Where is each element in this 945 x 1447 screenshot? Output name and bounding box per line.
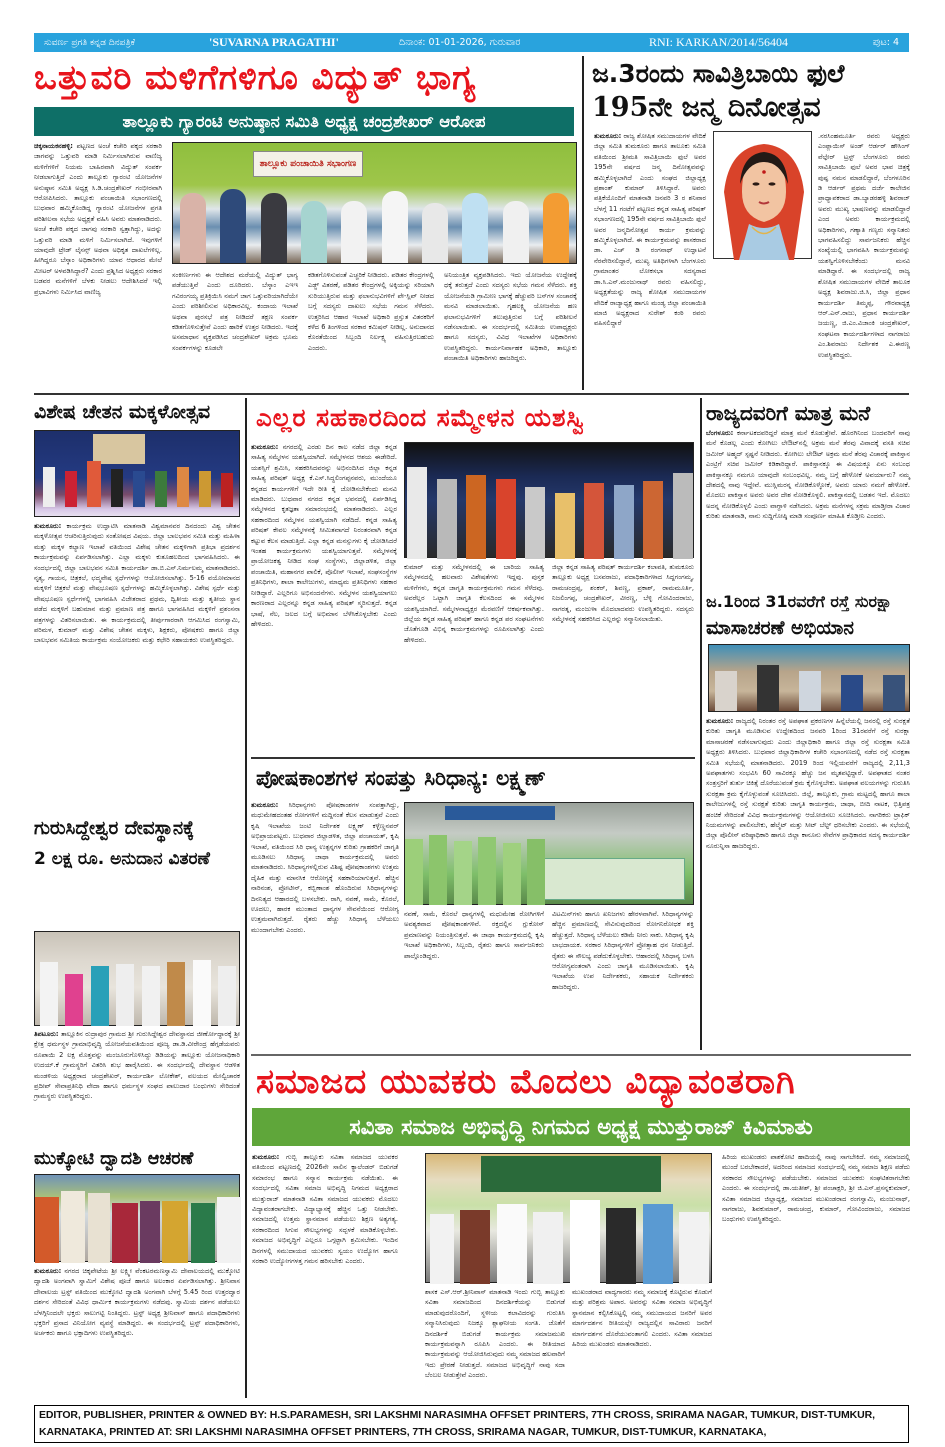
dateline: ಚಿಕ್ಕನಾಯಕನಹಳ್ಳಿ: [34,142,73,150]
photo-officials [715,655,905,711]
paper-name-kannada: ಸುವರ್ಣ ಪ್ರಗತಿ ಕನ್ನಡ ದಿನಪತ್ರಿಕೆ [44,37,135,48]
rni-number: RNI: KARKAN/2014/56404 [649,35,789,49]
headline-savitribai-line2: 195ನೇ ಜನ್ಮ ದಿನೋತ್ಸವ [592,92,821,123]
dateline: ತುಮಕೂರು: [34,1267,62,1275]
article-siridhanya-col3: ವಿಟಮಿನ್‌ಗಳು ಹಾಗೂ ಖನಿಜಗಳು ಹೇರಳವಾಗಿವೆ. ಸಿರಿಧಾನ್ಯಗಳನ್ನು ಹೆಚ್ಚಿನ ಪ್ರಮಾಣದಲ್ಲಿ ಸೇವಿಸುವುದರಿಂದ ರೋಗನಿರೋಧಕ ಶಕ್ತಿ ಹೆಚ್ಚುತ್ತದೆ. ಸಿರಿಧಾನ್ಯ ಬೆಳೆಯಲು ಕಡಿಮೆ ನೀರು ಸಾಕು. ಸಿರಿಧಾನ್ಯ ಕೃಷಿ ಲಾಭದಾಯಕ. ಸರಕಾರ ಸಿರಿಧಾನ್ಯಗಳಿಗೆ ಪ್ರೋತ್ಸಾಹ ಧನ ನೀಡುತ್ತಿದೆ. ರೈತರು ಈ ಸೌಲಭ್ಯ ಪಡೆದುಕೊಳ್ಳಬೇಕು. ಆಹಾರದಲ್ಲಿ ಸಿರಿಧಾನ್ಯ ಬಳಸಿ ಆರೋಗ್ಯವಂತರಾಗಿ ಎಂದು ಜಾಗೃತಿ ಮೂಡಿಸಲಾಯಿತು. ಕೃಷಿ ಇಲಾಖೆಯ ಉಪ ನಿರ್ದೇಶಕರು, ಸಹಾಯಕ ನಿರ್ದೇಶಕರು ಹಾಜರಿದ್ದರು. [552,910,694,991]
article-rajya: ಬೆಂಗಳೂರು: ಕರ್ನಾಟಕದವರಿದ್ದರೆ ಮಾತ್ರ ಮನೆ ಕೊಡುತ್ತೇವೆ. ಹೊರಗಿನಿಂದ ಬಂದವರಿಗೆ ನಾವು ಮನೆ ಕೊಡಲ್ಲ ಎಂದು ಕೋಗಿಲು ಲೇಔಟ್‌ನಲ್ಲಿ ಅಕ್ರಮ ಮನೆ ತೆರವು ವಿವಾದಕ್ಕೆ ವಸತಿ ಸಚಿವ ಜಮೀರ್ ಅಹ್ಮದ್ ಸ್ಪಷ್ಟನೆ ನೀಡಿದರು. ಕೋಗಿಲು ಲೇಔಟ್ ಅಕ್ರಮ ಮನೆ ತೆರವು ವಿಚಾರಕ್ಕೆ ಪಾಕಿಸ್ತಾನ ಎಂಟ್ರಿಗೆ ಸಚಿವ ಜಮೀರ್ ಕಿಡಿಕಾರಿದ್ದಾರೆ. ಪಾಕಿಸ್ತಾನಕ್ಕೂ ಈ ವಿಷಯಕ್ಕೂ ಏನು ಸಂಬಂಧ ಪಾಕಿಸ್ತಾನಕ್ಕೂ ನಮಗೂ ಯಾವುದೇ ಸಂಬಂಧವಿಲ್ಲ. ನಮ್ಮ ಬಗ್ಗೆ ಹೇಳೋಕೆ ಅವರ್ಯಾರು? ನಮ್ಮ ದೇಶದಲ್ಲಿ ನಾವು ಇದ್ದೇವೆ. ಮುಸ್ಲಿಮರನ್ನ ನೋಡಿಕೊಳ್ಳೋಕೆ, ಅವರು ಯಾರು ನಮಗೆ ಹೇಳೋಕೆ. ಮೊದಲು ಪಾಕಿಸ್ತಾನ ಅವರು ಅವರ ದೇಶ ನೋಡಿಕೊಳ್ಳಲಿ. ಪಾಕಿಸ್ತಾನದಲ್ಲಿ ಬಡತನ ಇದೆ. ಮೊದಲು ಅದನ್ನ ನೋಡಿಕೊಳ್ಳಲಿ ಎಂದು ವಾಗ್ದಾಳಿ ನಡೆಸಿದರು. ಅಕ್ರಮ ಮನೆಗಳನ್ನ ಸಕ್ರಮ ಮಾಡ್ತೀರಾ ವಿಚಾರ ಕುರಿತು ಮಾತನಾಡಿ, ನಾನು ಸುದ್ದಿಗೋಷ್ಠಿ ಮಾಡಿ ಸಂಪೂರ್ಣ ಮಾಹಿತಿ ಕೊಡ್ತೀನಿ ಎಂದರು. [706,429,910,521]
headline-savitribai-line1: ಜ.3ರಂದು ಸಾವಿತ್ರಿಬಾಯಿ ಫುಲೆ [592,59,845,88]
photo-grant-handover [34,931,240,1026]
article-savitha-col3: ಮುಖಂಡರಾದ ವಾದ್ಯಗಾರರು ನಮ್ಮ ಸಮಾಜಕ್ಕೆ ಕೊಟ್ಟಿರುವ ಕೊಡುಗೆ ಮತ್ತು ಪರಿಶ್ರಮ ಅಪಾರ. ಅವರನ್ನು ಸವಿತಾ ಸಮಾಜ ಅಭಿವೃದ್ಧಿಗೆ ಸ್ಥಾನಮಾನ ಕಲ್ಪಿಸಿಕೊಟ್ಟಲ್ಲಿ ನಮ್ಮ ಸಮುದಾಯದ ಜನರಿಗೆ ಅವರ ಮಾರ್ಗದರ್ಶನ ರೀತಿಯಲ್ಲೇ ರಾಜ್ಯದಲ್ಲಿನ ಸಾವಿರಾರು ಜನರಿಗೆ ಮಾರ್ಗದರ್ಶನ ದೊರೆಯುವಂತಾಗಲಿ ಎಂದರು. ಸವಿತಾ ಸಮಾಜದ ಹಿರಿಯ ಮುಖಂಡರು ಮಾತನಾಡಿದರು. [572,1288,712,1349]
article-chetana: ತುಮಕೂರು: ಕಾರ್ಯಕ್ರಮ ಉದ್ಘಾಟಿಸಿ ಮಾತನಾಡಿ ವಿಶ್ವಮಾನವರ ದಿನದಂದು ವಿಶ್ವ ಚೇತನ ಮಕ್ಕಳೋತ್ಸವ ಆಚರಿಸುತ್ತಿರುವುದು ಸಂತೋಷದ ವಿಷಯ. ಜಿಲ್ಲಾ ಬಾಲಭವನ ಸಮಿತಿ ಮತ್ತು ಮಹಿಳಾ ಮತ್ತು ಮಕ್ಕಳ ಕಲ್ಯಾಣ ಇಲಾಖೆ ವತಿಯಿಂದ ವಿಶೇಷ ಚೇತನ ಮಕ್ಕಳಿಗಾಗಿ ಪ್ರತಿಭಾ ಪ್ರದರ್ಶನ ಕಾರ್ಯಕ್ರಮವನ್ನು ಏರ್ಪಡಿಸಲಾಗಿತ್ತು. ಎಲ್ಲಾ ಮಕ್ಕಳು ಕುತೂಹಲದಿಂದ ಭಾಗವಹಿಸಿದರು. ಈ ಸಂದರ್ಭದಲ್ಲಿ ಜಿಲ್ಲಾ ಬಾಲಭವನ ಸಮಿತಿ ಕಾರ್ಯದರ್ಶಿ ಡಾ.ಬಿ.ಎಸ್.ನಿರ್ಮಲಮ್ಮ ಮಾತನಾಡಿದರು. ನೃತ್ಯ, ಗಾಯನ, ಚಿತ್ರಕಲೆ, ಛದ್ಮವೇಷ ಸ್ಪರ್ಧೆಗಳನ್ನು ಆಯೋಜಿಸಲಾಗಿತ್ತು. 5-16 ವಯೋಮಾನದ ಮಕ್ಕಳಿಗೆ ಚಿತ್ರಕಲೆ ಮತ್ತು ವೇಷಭೂಷಣ ಸ್ಪರ್ಧೆಗಳನ್ನು ಹಮ್ಮಿಕೊಳ್ಳಲಾಗಿತ್ತು. ವಿಶೇಷ ಸ್ಪರ್ಧೆ ಮತ್ತು ವೇಷಭೂಷಣ ಸ್ಪರ್ಧೆಗಳಲ್ಲಿ ಭಾಗವಹಿಸಿ ವಿಜೇತರಾದ ಪ್ರಥಮ, ದ್ವಿತೀಯ ಮತ್ತು ತೃತೀಯ ಸ್ಥಾನ ಪಡೆದ ಮಕ್ಕಳಿಗೆ ಬಹುಮಾನ ಮತ್ತು ಪ್ರಮಾಣ ಪತ್ರ ಹಾಗೂ ಭಾಗವಹಿಸಿದ ಮಕ್ಕಳಿಗೆ ಪ್ರಶಂಸನಾ ಪತ್ರಗಳನ್ನು ವಿತರಿಸಲಾಯಿತು. ಈ ಕಾರ್ಯಕ್ರಮದಲ್ಲಿ ತೀರ್ಪುಗಾರರಾಗಿ ಆಗಮಿಸಿದ ರಂಗಸ್ವಾಮಿ, ಪರಿಮಳ, ಕುಮಾರ್ ಮತ್ತು ವಿಶೇಷ ಚೇತನ ಮಕ್ಕಳು, ಶಿಕ್ಷಕರು, ಪೋಷಕರು ಹಾಗೂ ಜಿಲ್ಲಾ ಬಾಲಭವನ ಸಮಿತಿಯ ಕಾರ್ಯಕ್ರಮ ಸಂಯೋಜಕರು ಮತ್ತು ಕಛೇರಿ ಸಹಾಯಕರು ಉಪಸ್ಥಿತರಿದ್ದರು. [34,522,240,645]
issue-date: ದಿನಾಂಕ: 01-01-2026, ಗುರುವಾರ [399,37,521,48]
article-electricity-col2: ಸಂಕೀರ್ಣಗಳು ಈ ಆದೇಶದ ಮರೆಯಲ್ಲಿ ವಿದ್ಯುತ್ ಭಾಗ್ಯ ಪಡೆಯುತ್ತಿವೆ ಎಂದು ದೂರಿದರು. ಬೆಸ್ಕಾಂ ಎಇಇ ಗವಿರಂಗಯ್ಯ ಪ್ರತಿಕ್ರಿಯಿಸಿ ನಮಗೆ ಜಾಗ ಒತ್ತುವರಿಯಾಗಿದೆಯೇ ಎಂದು ಪರಿಶೀಲಿಸುವ ಅಧಿಕಾರವಿಲ್ಲ. ಕಂದಾಯ ಇಲಾಖೆ ಅಥವಾ ಪುರಸಭೆ ಪತ್ರ ನೀಡಿದರೆ ತಕ್ಷಣ ಸಂಪರ್ಕ ಕಡಿತಗೊಳಿಸುತ್ತೇವೆ ಎಂದು ಹಾರಿಕೆ ಉತ್ತರ ನೀಡಿದರು. ಇದಕ್ಕೆ ಅಸಮಾಧಾನ ವ್ಯಕ್ತಪಡಿಸಿದ ಚಂದ್ರಶೇಖರ್ ಅಕ್ರಮ ಭೂಮ ಸಂಪರ್ಕಗಳನ್ನು ಕೂಡಲೇ [172,271,298,352]
article-sammelana-col2: ಕುಮಾರ್ ಮತ್ತು ಸಮ್ಮೇಳನದಲ್ಲಿ ಈ ಬಾರಿಯ ಸಾಹಿತ್ಯ ಸಮ್ಮೇಳನದಲ್ಲಿ ಹಲವಾರು ವಿಶೇಷತೆಗಳು ಇದ್ದವು. ಪುಸ್ತಕ ಮಳಿಗೆಗಳು, ಕನ್ನಡ ಜಾಗೃತಿ ಕಾರ್ಯಕ್ರಮಗಳು ಗಮನ ಸೆಳೆದವು. ಅವರೆಲ್ಲರ ಒಟ್ಟಾಗಿ ಜಾಗೃತಿ ಕೆಲಸದಿಂದ ಈ ಸಮ್ಮೇಳನ ಯಶಸ್ವಿಯಾಗಿದೆ. ಸಮ್ಮೇಳನಾಧ್ಯಕ್ಷರ ಮೆರವಣಿಗೆ ಆಕರ್ಷಕವಾಗಿತ್ತು. ಜಿಲ್ಲೆಯ ಕನ್ನಡ ಸಾಹಿತ್ಯ ಪರಿಷತ್ ಹಾಗೂ ಕನ್ನಡ ಪರ ಸಂಘಟನೆಗಳು ಜೊತೆಗೂಡಿ ವಿಭಿನ್ನ ಕಾರ್ಯಕ್ರಮಗಳನ್ನು ರೂಪಿಸಲಾಗಿತ್ತು ಎಂದು ಹೇಳಿದರು. [404,563,544,644]
portrait-savitribai [713,131,812,259]
portrait-illustration [714,132,813,260]
article-sammelana-col3: ಜಿಲ್ಲಾ ಕನ್ನಡ ಸಾಹಿತ್ಯ ಪರಿಷತ್ ಕಾರ್ಯದರ್ಶಿ ಕಲಾವತಿ, ತುಮಕೂರು ತಾಲ್ಲೂಕು ಅಧ್ಯಕ್ಷ ಬಸವರಾಜು, ಪದಾಧಿಕಾರಿಗಳಾದ ಸಿದ್ದಗಂಗಮ್ಮ, ರಾಮಚಂದ್ರಪ್ಪ, ಶಂಕರ್, ಶಿವಣ್ಣ, ಪ್ರಕಾಶ್, ರಾಮಮೂರ್ತಿ, ನಿಜಲಿಂಗಪ್ಪ, ಚಂದ್ರಶೇಖರ್, ವೀರಣ್ಣ, ಬೆಳ್ಳಿ ಗೋವಿಂದರಾಜು, ನಾಗರತ್ನ, ಮಂಜುಳಾ ಮೊದಲಾದವರು ಉಪಸ್ಥಿತರಿದ್ದರು. ಸದಸ್ಯರು ಸಮ್ಮೇಳನಕ್ಕೆ ಸಹಕರಿಸಿದ ಎಲ್ಲರನ್ನು ಸನ್ಮಾನಿಸಲಾಯಿತು. [552,563,694,624]
dateline: ಬೆಂಗಳೂರು: [706,429,734,437]
article-sammelana-col1: ತುಮಕೂರು: ನಗರದಲ್ಲಿ ಎರಡು ದಿನ ಕಾಲ ನಡೆದ ಜಿಲ್ಲಾ ಕನ್ನಡ ಸಾಹಿತ್ಯ ಸಮ್ಮೇಳನ ಯಶಸ್ವಿಯಾಗಿದೆ. ಸಮ್ಮೇಳನದ ಆಶಯ ಈಡೇರಿದೆ. ಯಶಸ್ಸಿಗೆ ಶ್ರಮಿಸಿ, ಸಹಕರಿಸಿದವರನ್ನು ಅಭಿನಂದಿಸಿದ ಜಿಲ್ಲಾ ಕನ್ನಡ ಸಾಹಿತ್ಯ ಪರಿಷತ್ ಅಧ್ಯಕ್ಷ ಕೆ.ಎಸ್.ಸಿದ್ಧಲಿಂಗಪ್ಪನವರು, ಮುಂದೆಯೂ ಕನ್ನಡದ ಕಾರ್ಯಗಳಿಗೆ ಇದೇ ರೀತಿ ಕೈ ಜೋಡಿಸಬೇಕೆಂದು ಮನವಿ ಮಾಡಿದರು. ಬುಧವಾರ ನಗರದ ಕನ್ನಡ ಭವನದಲ್ಲಿ ಏರ್ಪಡಿಸಿದ್ದ ಸಮ್ಮೇಳನದ ಕೃತಜ್ಞತಾ ಸಮಾರಂಭದಲ್ಲಿ ಮಾತನಾಡಿದರು. ಎಲ್ಲರ ಸಹಕಾರದಿಂದ ಸಮ್ಮೇಳನ ಯಶಸ್ವಿಯಾಗಿ ನಡೆದಿದೆ. ಕನ್ನಡ ಸಾಹಿತ್ಯ ಪರಿಷತ್ ಕೇವಲ ಸಮ್ಮೇಳನಕ್ಕೆ ಸೀಮಿತವಾಗದೆ ನಿರಂತರವಾಗಿ ಕನ್ನಡ ಕಟ್ಟುವ ಕೆಲಸ ಮಾಡುತ್ತಿದೆ. ಎಲ್ಲಾ ಕನ್ನಡ ಮನಸ್ಸುಗಳು ಕೈ ಜೋಡಿಸಿದರೆ ಇಂತಹ ಕಾರ್ಯಕ್ರಮಗಳು ಯಶಸ್ವಿಯಾಗುತ್ತವೆ. ಸಮ್ಮೇಳನಕ್ಕೆ ಪ್ರಾಯೋಜಕತ್ವ ನೀಡಿದ ಸಂಘ ಸಂಸ್ಥೆಗಳು, ಜಿಲ್ಲಾಡಳಿತ, ಜಿಲ್ಲಾ ಪಂಚಾಯಿತಿ, ಮಹಾನಗರ ಪಾಲಿಕೆ, ಪೊಲೀಸ್ ಇಲಾಖೆ, ಸಂಘಸಂಸ್ಥೆಗಳ ಪ್ರತಿನಿಧಿಗಳು, ಶಾಲಾ ಕಾಲೇಜುಗಳು, ಮಾಧ್ಯಮ ಪ್ರತಿನಿಧಿಗಳು ಸಹಕಾರ ನೀಡಿದ್ದಾರೆ. ಎಲ್ಲರಿಗೂ ಅಭಿನಂದನೆಗಳು. ಸಮ್ಮೇಳನ ಯಶಸ್ವಿಯಾಗಲು ಕಾರಣರಾದ ಎಲ್ಲರನ್ನೂ ಕನ್ನಡ ಸಾಹಿತ್ಯ ಪರಿಷತ್ ಸ್ಮರಿಸುತ್ತದೆ. ಕನ್ನಡ ಭಾಷೆ, ನೆಲ, ಜಲದ ಬಗ್ಗೆ ಅಭಿಮಾನ ಬೆಳೆಸಿಕೊಳ್ಳಬೇಕು ಎಂದು ಹೇಳಿದರು. [251,443,397,628]
column-divider [700,398,702,1050]
dateline: ತುಮಕೂರು: [251,801,279,809]
photo-taluk-meeting [172,142,577,264]
paper-name-english: 'SUVARNA PRAGATHI' [209,35,339,49]
photo-road-safety-meeting [708,644,910,712]
section-divider [251,757,695,759]
photo-banner [445,806,555,820]
article-savitribai-col1: ತುಮಕೂರು: ರಾಜ್ಯ ಶೋಷಿತ ಸಮುದಾಯಗಳ ವೇದಿಕೆ ಜಿಲ್ಲಾ ಸಮಿತಿ ತುಮಕೂರು ಹಾಗೂ ತಾಲೂಕು ಸಮಿತಿ ವತಿಯಿಂದ ಶ್ರೀಮತಿ ಸಾವಿತ್ರಿಬಾಯಿ ಫುಲೆ ಅವರ 195ನೇ ವರ್ಷದ ಜನ್ಮ ದಿನೋತ್ಸವವನ್ನು ಹಮ್ಮಿಕೊಳ್ಳಲಾಗಿದೆ ಎಂದು ಸಂಘದ ಜಿಲ್ಲಾಧ್ಯಕ್ಷ ಪ್ರಶಾಂತ್ ಕುಮಾರ್ ತಿಳಿಸಿದ್ದಾರೆ. ಅವರು ಪತ್ರಿಕೆಯೊಂದಿಗೆ ಮಾತನಾಡಿ ಜನವರಿ 3 ರ ಶನಿವಾರ ಬೆಳಗ್ಗೆ 11 ಗಂಟೆಗೆ ಪಟ್ಟಣದ ಕನ್ನಡ ಸಾಹಿತ್ಯ ಪರಿಷತ್ ಸಭಾಂಗಣದಲ್ಲಿ 195ನೇ ವರ್ಷದ ಸಾವಿತ್ರಿಬಾಯಿ ಫುಲೆ ಅವರ ಜನ್ಮದಿನೋತ್ಸವ ಕಾರ್ಯ ಕ್ರಮವನ್ನು ಹಮ್ಮಿಕೊಳ್ಳಲಾಗಿದೆ. ಈ ಕಾರ್ಯಕ್ರಮವನ್ನು ಶಾಸಕರಾದ ಡಾ. ಎಚ್ ಡಿ ರಂಗನಾಥ್ ಉದ್ಘಾಟನೆ ನೆರವೇರಿಸಲಿದ್ದಾರೆ, ಮುಖ್ಯ ಅತಿಥಿಗಳಾಗಿ ಬೆಂಗಳೂರು ಗ್ರಾಮಾಂತರ ಲೋಕಸಭಾ ಸದಸ್ಯರಾದ ಡಾ.ಸಿ.ಎನ್.ಮಂಜುನಾಥ್ ರವರು ವಹಿಸಲಿದ್ದು, ಅಧ್ಯಕ್ಷತೆಯನ್ನು ರಾಜ್ಯ ಶೋಷಿತ ಸಮುದಾಯಗಳ ವೇದಿಕೆ ರಾಜ್ಯಾಧ್ಯಕ್ಷ ಹಾಗೂ ಮಂಡ್ಯ ಜಿಲ್ಲಾ ಪಂಚಾಯಿತಿ ಮಾಜಿ ಅಧ್ಯಕ್ಷರಾದ ಸುರೇಶ್ ಕಂಠಿ ರವರು ವಹಿಸಲಿದ್ದಾರೆ [594,132,706,328]
dateline: ತುಮಕೂರು: [251,443,279,451]
photo-children [43,459,233,507]
photo-dignitaries [407,461,693,559]
photo-devotees [35,1183,241,1263]
photo-calendar-release [425,1153,712,1283]
photo-leaders-with-calendars [426,1194,713,1284]
photo-chetana-event [34,430,240,517]
headline-electricity: ಒತ್ತುವರಿ ಮಳಿಗೆಗಳಿಗೂ ವಿದ್ಯುತ್ ಭಾಗ್ಯ [34,58,477,98]
photo-villagers [40,950,236,1026]
dateline: ತುಮಕೂರು: [252,1153,280,1161]
photo-jatha-banner [535,858,685,900]
photo-banner: ತಾಲ್ಲೂಕು ಪಂಚಾಯಿತಿ ಸಭಾಂಗಣ [253,151,363,177]
dateline: ತಿಪಟೂರು: [34,1030,59,1038]
headline-rajya: ರಾಜ್ಯದವರಿಗೆ ಮಾತ್ರ ಮನೆ [706,401,871,425]
headline-chetana: ವಿಶೇಷ ಚೇತನ ಮಕ್ಕಳೋತ್ಸವ [34,401,211,423]
headline-siridhanya: ಪೋಷಕಾಂಶಗಳ ಸಂಪತ್ತು ಸಿರಿಧಾನ್ಯ: ಲಕ್ಷ್ಮಣ್ [256,766,546,790]
publisher-imprint: EDITOR, PUBLISHER, PRINTER & OWNED BY: H.S.PARAMESH, SRI LAKSHMI NARASIMHA OFFSET PRINTERS, 7TH CROSS, SRIRAMA NAGAR, TUMKUR, DIST-TUMKUR, KARNATAKA, PRINTED AT: SRI LAKSHMI NARASIMHA OFFSET PRINTERS, 7TH CROSS, SRIRAMA NAGAR, TUMKUR, DIST-TUMKUR, KARNATAKA, [34,1405,909,1443]
subheadline-savitha: ಸವಿತಾ ಸಮಾಜ ಅಭಿವೃದ್ಧಿ ನಿಗಮದ ಅಧ್ಯಕ್ಷ ಮುತ್ತುರಾಜ್ ಕಿವಿಮಾತು [252,1108,910,1146]
article-mukkoti: ತುಮಕೂರು: ನಗರದ ಚಿಕ್ಕಪೇಟೆಯ ಶ್ರೀ ಲಕ್ಷ್ಮೀ ವೆಂಕಟರಮಣಸ್ವಾಮಿ ದೇವಾಲಯದಲ್ಲಿ ಮುಕ್ಕೋಟಿ ದ್ವಾದಶಿ ಅಂಗವಾಗಿ ಸ್ವಾಮಿಗೆ ವಿಶೇಷ ಪೂಜೆ ಹಾಗೂ ಅಲಂಕಾರ ಏರ್ಪಡಿಸಲಾಗಿತ್ತು. ಶ್ರೀನಿವಾಸ ದೇವಾಲಯ ಟ್ರಸ್ಟ್ ವತಿಯಿಂದ ಮುಕ್ಕೋಟಿ ದ್ವಾದಶಿ ಅಂಗವಾಗಿ ಬೆಳಗ್ಗೆ 5.45 ರಿಂದ ಉತ್ತರದ್ವಾರ ದರ್ಶನ ಸೇರಿದಂತೆ ವಿವಿಧ ಧಾರ್ಮಿಕ ಕಾರ್ಯಕ್ರಮಗಳು ನಡೆದವು. ಸ್ವಾಮಿಯ ದರ್ಶನ ಪಡೆಯಲು ಬೆಳಗ್ಗಿನಿಂದಲೇ ಭಕ್ತರು ಸಾಲುಗಟ್ಟಿ ನಿಂತಿದ್ದರು. ಟ್ರಸ್ಟ್ ಅಧ್ಯಕ್ಷ ಶ್ರೀನಿವಾಸ್ ಹಾಗೂ ಪದಾಧಿಕಾರಿಗಳು ಭಕ್ತರಿಗೆ ಪ್ರಸಾದ ವಿನಿಯೋಗ ವ್ಯವಸ್ಥೆ ಮಾಡಿದ್ದರು. ಈ ಸಂದರ್ಭದಲ್ಲಿ ಟ್ರಸ್ಟ್ ಪದಾಧಿಕಾರಿಗಳು, ಅರ್ಚಕರು ಹಾಗೂ ಭಕ್ತಾದಿಗಳು ಉಪಸ್ಥಿತರಿದ್ದರು. [34,1267,240,1338]
article-gurusiddeshwara: ತಿಪಟೂರು: ತಾಲ್ಲೂಕಿನ ರುದ್ರಾಪುರ ಗ್ರಾಮದ ಶ್ರೀ ಗುರುಸಿದ್ದೇಶ್ವರ ದೇವಸ್ಥಾನದ ಜೀರ್ಣೋದ್ಧಾರಕ್ಕೆ ಶ್ರೀ ಕ್ಷೇತ್ರ ಧರ್ಮಸ್ಥಳ ಗ್ರಾಮಾಭಿವೃದ್ಧಿ ಯೋಜನೆಯವತಿಯಿಂದ ಪೂಜ್ಯ ಡಾ.ಡಿ.ವೀರೇಂದ್ರ ಹೆಗ್ಗಡೆಯವರು ರೂಪಾಯಿ 2 ಲಕ್ಷ ಮೊತ್ತವನ್ನು ಮಂಜೂರುಗೊಳಿಸಿದ್ದು ಡಿಡಿಯನ್ನು ತಾಲ್ಲೂಕು ಯೋಜನಾಧಿಕಾರಿ ಉದಯ್.ಕೆ ಗ್ರಾಮಸ್ಥರಿಗೆ ವಿತರಿಸಿ ಶುಭ ಹಾರೈಸಿದರು. ಈ ಸಂದರ್ಭದಲ್ಲಿ ದೇವಸ್ಥಾನ ಆಡಳಿತ ಮಂಡಳಿಯ ಅಧ್ಯಕ್ಷರಾದ ಚಂದ್ರಶೇಖರ್, ಕಾರ್ಯದರ್ಶಿ ಲೋಕೇಶ್, ವಲಯದ ಮೇಲ್ವಿಚಾರಕ ಪ್ರದೀಪ್ ಸೇವಾಪ್ರತಿನಿಧಿ ವೇದಾ ಹಾಗೂ ಧರ್ಮಸ್ಥಳ ಸಂಘದ ಪಾಲುದಾರ ಬಂಧುಗಳು ಸೇರಿದಂತೆ ಗ್ರಾಮಸ್ಥರು ಉಪಸ್ಥಿತರಿದ್ದರು. [34,1030,240,1101]
headline-gurusiddeshwara-line1: ಗುರುಸಿದ್ದೇಶ್ವರ ದೇವಸ್ಥಾನಕ್ಕೆ [34,818,194,839]
article-savitha-col1: ತುಮಕೂರು: ಗುಬ್ಬಿ ತಾಲ್ಲೂಕು ಸವಿತಾ ಸಮಾಜದ ಯುವಕರ ವತಿಯಿಂದ ಪಟ್ಟಣದಲ್ಲಿ 2026ನೇ ಸಾಲಿನ ಕ್ಯಾಲೆಂಡರ್ ಬಿಡುಗಡೆ ಸಮಾರಂಭ ಹಾಗೂ ಸನ್ಮಾನ ಕಾರ್ಯಕ್ರಮ ನಡೆಯಿತು. ಈ ಸಂದರ್ಭದಲ್ಲಿ ಸವಿತಾ ಸಮಾಜ ಅಭಿವೃದ್ಧಿ ನಿಗಮದ ಅಧ್ಯಕ್ಷರಾದ ಮುತ್ತುರಾಜ್ ಮಾತನಾಡಿ ಸವಿತಾ ಸಮಾಜದ ಯುವಕರು ಮೊದಲು ವಿದ್ಯಾವಂತರಾಗಬೇಕು. ವಿದ್ಯಾಭ್ಯಾಸಕ್ಕೆ ಹೆಚ್ಚಿನ ಒತ್ತು ನೀಡಬೇಕು. ಸಮಾಜದಲ್ಲಿ ಉತ್ತಮ ಸ್ಥಾನಮಾನ ಪಡೆಯಲು ಶಿಕ್ಷಣ ಅತ್ಯಗತ್ಯ. ಸರಕಾರದಿಂದ ಸಿಗುವ ಸೌಲಭ್ಯಗಳನ್ನು ಸದ್ಬಳಕೆ ಮಾಡಿಕೊಳ್ಳಬೇಕು. ಸಮಾಜದ ಅಭಿವೃದ್ಧಿಗೆ ಎಲ್ಲರೂ ಒಗ್ಗಟ್ಟಾಗಿ ಶ್ರಮಿಸಬೇಕು. ಇಂದಿನ ದಿನಗಳಲ್ಲಿ ಸಮುದಾಯದ ಯುವಕರು ಸ್ವಯಂ ಉದ್ಯೋಗ ಹಾಗೂ ಸರಕಾರಿ ಉದ್ಯೋಗಗಳತ್ತ ಗಮನ ಹರಿಸಬೇಕು ಎಂದರು. [252,1153,398,1266]
article-electricity-col3: ಕಡಿತಗೊಳಿಸುವಂತೆ ಎಚ್ಚರಿಕೆ ನೀಡಿದರು. ಪಡಿತರ ಕೇಂದ್ರಗಳಲ್ಲಿ ಎಡ್ಜ್ ವಿತರಣೆ, ಪಡಿತರ ಕೇಂದ್ರಗಳಲ್ಲಿ ಅಕ್ಕಿಯನ್ನು ಸರಿಯಾಗಿ ಸುರಿಯುತ್ತಿರುವ ಮತ್ತು ಫಲಾನುಭವಿಗಳಿಗೆ ಪೇ-ಸ್ಲಿಪ್ ನೀಡದ ಬಗ್ಗೆ ಸದಸ್ಯರು ದಾಖಲು ಸಭೆಯ ಗಮನ ಸೆಳೆದರು. ಉತ್ತರಿಸಿದ ಆಹಾರ ಇಲಾಖೆ ಅಧಿಕಾರಿ ಪ್ರಸ್ತುತ ವಿತರಕರಿಗೆ ಕಳೆದ 6 ತಿಂಗಳಿಂದ ಸರಕಾರ ಕಮಿಷನ್ ನೀಡಿಲ್ಲ. ಅನುದಾನದ ಕೊರತೆಯಿಂದ ಸಿಬ್ಬಂದಿ ನಿರ್ಲಕ್ಷ್ಯ ವಹಿಸುತ್ತಿರಬಹುದು ಎಂದರು. [308,271,434,352]
photo-sammelana-felicitation [404,442,694,558]
headline-savitha: ಸಮಾಜದ ಯುವಕರು ಮೊದಲು ವಿದ್ಯಾವಂತರಾಗಿ [256,1062,796,1102]
dateline: ತುಮಕೂರು: [34,522,62,530]
dateline: ತುಮಕೂರು: [594,132,622,140]
column-divider [582,56,584,390]
photo-people [173,183,576,263]
masthead-bar [34,33,909,52]
photo-temple-devotees [34,1174,240,1262]
photo-millet-jatha [404,802,694,905]
section-divider [34,393,909,395]
headline-mukkoti: ಮುಕ್ಕೋಟಿ ದ್ವಾದಶಿ ಆಚರಣೆ [34,1149,194,1169]
headline-road-safety-line1: ಜ.1ರಿಂದ 31ರವರೆಗೆ ರಸ್ತೆ ಸುರಕ್ಷಾ [706,592,893,611]
article-siridhanya-col1: ತುಮಕೂರು: ಸಿರಿಧಾನ್ಯಗಳು ಪೋಷಕಾಂಶಗಳ ಸಂಪತ್ತಾಗಿದ್ದು, ಮಧುಮೇಹದಂತಹ ರೋಗಗಳಿಗೆ ಮದ್ದಿನಂತೆ ಕೆಲಸ ಮಾಡುತ್ತವೆ ಎಂದು ಕೃಷಿ ಇಲಾಖೆಯ ಜಂಟಿ ನಿರ್ದೇಶಕ ಲಕ್ಷ್ಮಣ್ ಕಳ್ಳೆಣ್ಣನವರ್ ಅಭಿಪ್ರಾಯಪಟ್ಟರು. ಬುಧವಾರ ಜಿಲ್ಲಾಡಳಿತ, ಜಿಲ್ಲಾ ಪಂಚಾಯತ್, ಕೃಷಿ ಇಲಾಖೆ, ವತಿಯಿಂದ ಸಿರಿ ಧಾನ್ಯ ಉತ್ಪನ್ನಗಳ ಕುರಿತು ಗ್ರಾಹಕರಿಗೆ ಜಾಗೃತಿ ಮೂಡಿಸಲು ಸಿರಿಧಾನ್ಯ ಜಾಥಾ ಕಾರ್ಯಕ್ರಮದಲ್ಲಿ ಅವರು ಮಾತನಾಡಿದರು. ಸಿರಿಧಾನ್ಯಗಳಲ್ಲಿರುವ ವಿಶಿಷ್ಟ ಪೋಷಕಾಂಶಗಳು ಉತ್ತಮ ದೈಹಿಕ ಮತ್ತು ಮಾನಸಿಕ ಆರೋಗ್ಯಕ್ಕೆ ಸಹಕಾರಿಯಾಗುತ್ತವೆ. ಹೆಚ್ಚಿನ ನಾರಿನಂಶ, ಪ್ರೋಟೀನ್, ಕಬ್ಬಿಣಾಂಶ ಹೊಂದಿರುವ ಸಿರಿಧಾನ್ಯಗಳನ್ನು ದಿನನಿತ್ಯದ ಆಹಾರದಲ್ಲಿ ಬಳಸಬೇಕು. ರಾಗಿ, ನವಣೆ, ಸಾಮೆ, ಕೊರಲೆ, ಊದಲು, ಹಾರಕ ಮುಂತಾದ ಧಾನ್ಯಗಳ ಸೇವನೆಯಿಂದ ಆರೋಗ್ಯ ಉತ್ತಮವಾಗಿರುತ್ತದೆ. ರೈತರು ಹೆಚ್ಚು ಸಿರಿಧಾನ್ಯ ಬೆಳೆಯಲು ಮುಂದಾಗಬೇಕು ಎಂದರು. [251,801,399,934]
headline-sammelana: ಎಲ್ಲರ ಸಹಕಾರದಿಂದ ಸಮ್ಮೇಳನ ಯಶಸ್ವಿ [256,403,585,432]
article-savitha-col4: ಹಿರಿಯ ಮುಖಂಡರು ಪಾಶಕೋಟಿ ಹಾದಿಯಲ್ಲಿ ನಾವು ಸಾಗಬೇಕಿದೆ. ನಮ್ಮ ಸಮಾಜದಲ್ಲಿ ಮುಂದೆ ಬರಬೇಕಾದರೆ, ಅದರಿಂದ ಸಮಾಜದ ಸಂದರ್ಭದಲ್ಲಿ ನಮ್ಮ ಸಮಾಜ ಶಿಕ್ಷಣ ಪಡೆದು ಸರಕಾರದ ಸೌಲಭ್ಯಗಳನ್ನು ಪಡೆಯಬೇಕು. ಸಮಾಜದ ಯುವಕರು ಸಂಘಟಿತರಾಗಬೇಕು ಎಂದರು. ಈ ಸಂದರ್ಭದಲ್ಲಿ ಡಾ.ಯತೀಶ್, ಶ್ರೀ ಪಂಚಾಕ್ಷರಿ, ಶ್ರೀ ಜಿ.ಎಸ್.ಪ್ರಸನ್ನಕುಮಾರ್, ಸವಿತಾ ಸಮಾಜದ ಜಿಲ್ಲಾಧ್ಯಕ್ಷ, ಸಮಾಜದ ಮುಖಂಡರಾದ ರಂಗಸ್ವಾಮಿ, ಮಂಜುನಾಥ್, ನಾಗರಾಜು, ಶಿವಕುಮಾರ್, ರಾಮಚಂದ್ರ, ಕುಮಾರ್, ಗೋವಿಂದರಾಜು, ಸಮಾಜದ ಬಂಧುಗಳು ಉಪಸ್ಥಿತರಿದ್ದರು. [722,1153,910,1224]
dateline: ತುಮಕೂರು: [706,717,734,725]
article-savitha-col2: ಶಾಸಕ ಎಸ್.ಆರ್.ಶ್ರೀನಿವಾಸ್ ಮಾತನಾಡಿ ಇಂದು ಗುಬ್ಬಿ ತಾಲ್ಲೂಕು ಸವಿತಾ ಸಮಾಜದಿಂದ ದಿನದರ್ಶಿಕೆಯನ್ನು ಬಿಡುಗಡೆ ಮಾಡುವುದರೊಂದಿಗೆ, ಸ್ಥಳೀಯ ಕಲಾವಿದರನ್ನು ಗುರುತಿಸಿ ಸನ್ಮಾನಿಸಿರುವುದು ನಿಜಕ್ಕೂ ಶ್ಲಾಘನೀಯ ಸಂಗತಿ. ಜೊತೆಗೆ ದಿನದರ್ಶಿಕೆ ಬಿಡುಗಡೆ ಕಾರ್ಯಕ್ರಮ ಸಮಾಜಮುಖಿ ಕಾರ್ಯಕ್ರಮವನ್ನಾಗಿ ರೂಪಿಸಿ ಎಂದರು. ಈ ರೀತಿಯಾದ ಕಾರ್ಯಕ್ರಮವನ್ನು ಆಯೋಜಿಸಿರುವುದು ನಮ್ಮ ಸಮಾಜದ ಹಲವಾರಿಗೆ ಇದು ಪ್ರೇರಣೆ ನೀಡುತ್ತದೆ. ಸಮಾಜದ ಅಭಿವೃದ್ಧಿಗೆ ನಾವು ಸದಾ ಬೆಂಬಲ ನೀಡುತ್ತೇವೆ ಎಂದರು. [425,1288,565,1380]
article-electricity-col1: ಚಿಕ್ಕನಾಯಕನಹಳ್ಳಿ: ಪಟ್ಟಣದ ಅಂಚೆ ಕಚೇರಿ ಪಕ್ಕದ ಸರಕಾರಿ ಜಾಗವನ್ನು ಒತ್ತುವರಿ ಮಾಡಿ ನಿರ್ಮಿಸಲಾಗಿರುವ ವಾಣಿಜ್ಯ ಮಳಿಗೆಗಳಿಗೆ ನಿಯಮ ಬಾಹಿರವಾಗಿ ವಿದ್ಯುತ್ ಸಂಪರ್ಕ ನೀಡಲಾಗುತ್ತಿದೆ ಎಂದು ತಾಲ್ಲೂಕು ಗ್ಯಾರಂಟಿ ಯೋಜನೆಗಳ ಅನುಷ್ಠಾನ ಸಮಿತಿ ಅಧ್ಯಕ್ಷ ಸಿ.ಡಿ.ಚಂದ್ರಶೇಖರ್ ಗಂಭೀರವಾಗಿ ಆರೋಪಿಸಿದರು. ತಾಲ್ಲೂಕು ಪಂಚಾಯಿತಿ ಸಭಾಂಗಣದಲ್ಲಿ ಬುಧವಾರ ಹಮ್ಮಿಕೊಂಡಿದ್ದ ಗ್ಯಾರಂಟಿ ಯೋಜನೆಗಳ ಪ್ರಗತಿ ಪರಿಶೀಲನಾ ಸಭೆಯ ಅಧ್ಯಕ್ಷತೆ ವಹಿಸಿ ಅವರು ಮಾತನಾಡಿದರು. ಅಂಚೆ ಕಚೇರಿ ಪಕ್ಕದ ಜಾಗವು ಸರಕಾರಿ ಸ್ವತ್ತಾಗಿದ್ದು, ಅದನ್ನು ಒತ್ತುವರಿ ಮಾಡಿ ಮಳಿಗೆ ನಿರ್ಮಿಸಲಾಗಿದೆ. ಇವುಗಳಿಗೆ ಯಾವುದೇ ಟ್ರೇಡ್ ಲೈಸನ್ಸ್ ಅಥವಾ ಅಧಿಕೃತ ದಾಖಲೆಗಳಿಲ್ಲ. ಹೀಗಿದ್ದರೂ ಬೆಸ್ಕಾಂ ಅಧಿಕಾರಿಗಳು ಯಾವ ಆಧಾರದ ಮೇಲೆ ಮೀಟರ್ ಅಳವಡಿಸಿದ್ದಾರೆ? ಎಂದು ಪ್ರಶ್ನಿಸಿದ ಅಧ್ಯಕ್ಷರು ಸರಕಾರ ಬಡವರ ಮನೆಗಳಿಗೆ ಬೆಳಕು ನೀಡಲು ಆದೇಶಿಸಿದರೆ ಇಲ್ಲಿ ಪ್ರಭಾವಿಗಳು ನಿರ್ಮಿಸಿದ ವಾಣಿಜ್ಯ [34,142,162,296]
column-divider [245,398,247,1398]
article-siridhanya-col2: ನವಣೆ, ಸಾಮೆ, ಕೊರಲೆ ಧಾನ್ಯಗಳಲ್ಲಿ ಮಧುಮೇಹ ರೋಗಿಗಳಿಗೆ ಅವಶ್ಯಕವಾದ ಪೋಷಕಾಂಶಗಳಿವೆ. ರಕ್ತದಲ್ಲಿನ ಗ್ಲುಕೋಸ್ ಪ್ರಮಾಣವನ್ನು ನಿಯಂತ್ರಿಸುತ್ತವೆ. ಈ ಜಾಥಾ ಕಾರ್ಯಕ್ರಮದಲ್ಲಿ ಕೃಷಿ ಇಲಾಖೆ ಅಧಿಕಾರಿಗಳು, ಸಿಬ್ಬಂದಿ, ರೈತರು ಹಾಗೂ ಸಾರ್ವಜನಿಕರು ಪಾಲ್ಗೊಂಡಿದ್ದರು. [404,910,544,960]
section-divider [251,1054,911,1056]
photo-participants [405,827,545,905]
article-savitribai-col2: .ನರಸಿಂಹಮೂರ್ತಿ ರವರು ಅಧ್ಯಕ್ಷರು ಎಂಪ್ಲಾಯಿಸ್ ಅಂಡ್ ಆರ್ಡರ್ ಹೌಸಿಂಗ್ ವೆಲ್ಫೇರ್ ಟ್ರಸ್ಟ್ ಬೆಂಗಳೂರು ರವರು ಸಾವಿತ್ರಿಬಾಯಿ ಫುಲೆ ಅವರ ಭಾವ ಚಿತ್ರಕ್ಕೆ ಪುಷ್ಪ ನಮನ ಮಾಡಲಿದ್ದಾರೆ, ಬೆಂಗಳೂರಿನ ಡಿ ಆರ್ಡರ್ ಪ್ರಥಮ ದರ್ಜೆ ಕಾಲೇಜಿನ ಪ್ರಾಧ್ಯಾಪಕರಾದ ಡಾ.ಬ್ಯಾಡರಹಳ್ಳಿ ಶಿವರಾಜ್ ಅವರು ಮುಖ್ಯ ಭಾಷಣವನ್ನು ಮಾಡಲಿದ್ದಾರೆ ಎಂದ ಅವರು ಕಾರ್ಯಕ್ರಮದಲ್ಲಿ ಅಧಿಕಾರಿಗಳು, ಗಣ್ಯಾತಿ ಗಣ್ಯರು ಸನ್ಮಾನಿತರು ಭಾಗವಹಿಸಲಿದ್ದು ಸಾರ್ವಜನಿಕರು ಹೆಚ್ಚಿನ ಸಂಖ್ಯೆಯಲ್ಲಿ ಭಾಗವಹಿಸಿ ಕಾರ್ಯಕ್ರಮವನ್ನು ಯಶಸ್ವಿಗೊಳಿಸಬೇಕೆಂದು ಮನವಿ ಮಾಡಿದ್ದಾರೆ. ಈ ಸಂದರ್ಭದಲ್ಲಿ ರಾಜ್ಯ ಶೋಷಿತ ಸಮುದಾಯಗಳ ವೇದಿಕೆ ತಾಲೂಕ ಅಧ್ಯಕ್ಷ ಶಿವರಾಜು.ಜಿ.ಸಿ, ಜಿಲ್ಲಾ ಪ್ರಧಾನ ಕಾರ್ಯದರ್ಶಿ ತಿಮ್ಮಪ್ಪ, ಗೌರವಾಧ್ಯಕ್ಷ ಆರ್.ಎನ್.ರಾಜು, ಪ್ರಧಾನ ಕಾರ್ಯದರ್ಶಿ ಜಯಣ್ಣ, ಜಿ.ಎಂ.ವಿಜಾಂಕಿ ಚಂದ್ರಶೇಖರ್, ಸಂಘಟನಾ ಕಾರ್ಯದರ್ಶಿಗಳಾದ ನಾಗರಾಜು ಎಂ.ಶಿವರಾಜು ನಿರ್ದೇಶಕ ಎ.ಈರಣ್ಣ ಉಪಸ್ಥಿತರಿದ್ದರು. [818,132,910,359]
subheadline-electricity: ತಾಲ್ಲೂಕು ಗ್ಯಾರಂಟಿ ಅನುಷ್ಠಾನ ಸಮಿತಿ ಅಧ್ಯಕ್ಷ ಚಂದ್ರಶೇಖರ್ ಆರೋಪ [34,107,574,136]
article-road-safety: ತುಮಕೂರು: ರಾಜ್ಯದಲ್ಲಿ ನಿರಂತರ ರಸ್ತೆ ಅಪಘಾತ ಪ್ರಕರಣಗಳ ಹಿನ್ನೆಲೆಯಲ್ಲಿ ಜನರಲ್ಲಿ ರಸ್ತೆ ಸುರಕ್ಷತೆ ಕುರಿತು ಜಾಗೃತಿ ಮೂಡಿಸುವ ಉದ್ದೇಶದಿಂದ ಜನವರಿ 1ರಿಂದ 31ರವರೆಗೆ ರಸ್ತೆ ಸುರಕ್ಷಾ ಮಾಸಾಚರಣೆ ನಡೆಸಲಾಗುವುದು ಎಂದು ಜಿಲ್ಲಾಧಿಕಾರಿ ಹಾಗೂ ಜಿಲ್ಲಾ ರಸ್ತೆ ಸುರಕ್ಷತಾ ಸಮಿತಿ ಅಧ್ಯಕ್ಷರು ತಿಳಿಸಿದರು. ಬುಧವಾರ ಜಿಲ್ಲಾಧಿಕಾರಿಗಳ ಕಚೇರಿ ಸಭಾಂಗಣದಲ್ಲಿ ನಡೆದ ರಸ್ತೆ ಸುರಕ್ಷತಾ ಸಮಿತಿ ಸಭೆಯಲ್ಲಿ ಮಾತನಾಡಿದರು. 2019 ರಿಂದ ಇಲ್ಲಿಯವರೆಗೆ ರಾಜ್ಯದಲ್ಲಿ 2,11,3 ಅಪಘಾತಗಳು ಸಂಭವಿಸಿ 60 ಸಾವಿರಕ್ಕೂ ಹೆಚ್ಚು ಜನ ಮೃತಪಟ್ಟಿದ್ದಾರೆ. ಅಪಘಾತದ ನಂತರ ಸಂತ್ರಸ್ತರಿಗೆ ತುರ್ತು ಚಿಕಿತ್ಸೆ ದೊರೆಯುವಂತೆ ಕ್ರಮ ಕೈಗೊಳ್ಳಬೇಕು. ಅಪಘಾತ ವಲಯಗಳನ್ನು ಗುರುತಿಸಿ ಸುರಕ್ಷತಾ ಕ್ರಮ ಕೈಗೊಳ್ಳುವಂತೆ ಸೂಚಿಸಿದರು. ಜಿಲ್ಲೆ, ತಾಲ್ಲೂಕು, ಗ್ರಾಮ ಮಟ್ಟದಲ್ಲಿ ಹಾಗೂ ಶಾಲಾ ಕಾಲೇಜುಗಳಲ್ಲಿ ರಸ್ತೆ ಸುರಕ್ಷತೆ ಕುರಿತು ಜಾಗೃತಿ ಕಾರ್ಯಕ್ರಮ, ಜಾಥಾ, ಬೀದಿ ನಾಟಕ, ಭಿತ್ತಿಪತ್ರ ಹಂಚಿಕೆ ಸೇರಿದಂತೆ ವಿವಿಧ ಕಾರ್ಯಕ್ರಮಗಳನ್ನು ಆಯೋಜಿಸಲು ಸೂಚಿಸಿದರು. ನಾಗರಿಕರು ಟ್ರಾಫಿಕ್ ನಿಯಮಗಳನ್ನು ಪಾಲಿಸಬೇಕು, ಹೆಲ್ಮೆಟ್ ಮತ್ತು ಸೀಟ್ ಬೆಲ್ಟ್ ಧರಿಸಬೇಕು ಎಂದರು. ಈ ಸಭೆಯಲ್ಲಿ ಜಿಲ್ಲಾ ಪೊಲೀಸ್ ವರಿಷ್ಠಾಧಿಕಾರಿ ಹಾಗೂ ಜಿಲ್ಲಾ ಕಾನೂನು ಸೇವೆಗಳ ಪ್ರಾಧಿಕಾರದ ಸದಸ್ಯ ಕಾರ್ಯದರ್ಶಿ ನೂರುನ್ನಿಸಾ ಹಾಜರಿದ್ದರು. [706,717,910,850]
article-savitribai-col1b [594,262,809,390]
page-number: ಪುಟ: 4 [872,37,899,48]
photo-banner [481,1156,661,1192]
headline-gurusiddeshwara-line2: 2 ಲಕ್ಷ ರೂ. ಅನುದಾನ ವಿತರಣೆ [34,849,210,869]
article-electricity-col4b: ಅನಿಯಂತ್ರಿತ ವ್ಯಕ್ತಪಡಿಸಿದರು. ಇದು ಯೋಜನೆಯ ಉದ್ದೇಶಕ್ಕೆ ಧಕ್ಕೆ ತರುತ್ತದೆ ಎಂದು ಸದಸ್ಯರು ಸಭೆಯ ಗಮನ ಸೆಳೆದರು. ಶಕ್ತಿ ಯೋಜನೆಯಡಿ ಗ್ರಾಮೀಣ ಭಾಗಕ್ಕೆ ಹೆಚ್ಚುವರಿ ಬಸ್‌ಗಳ ಸಂಚಾರಕ್ಕೆ ಮನವಿ ಮಾಡಲಾಯಿತು. ಗೃಹಲಕ್ಷ್ಮಿ ಯೋಜನೆಯ ಹಣ ಫಲಾನುಭವಿಗಳಿಗೆ ತಲುಪುತ್ತಿರುವ ಬಗ್ಗೆ ಪರಿಶೀಲನೆ ನಡೆಸಲಾಯಿತು. ಈ ಸಂದರ್ಭದಲ್ಲಿ ಸಮಿತಿಯ ಉಪಾಧ್ಯಕ್ಷರು ಹಾಗೂ ಸದಸ್ಯರು, ವಿವಿಧ ಇಲಾಖೆಗಳ ಅಧಿಕಾರಿಗಳು ಉಪಸ್ಥಿತರಿದ್ದರು. ಕಾರ್ಯನಿರ್ವಾಹಕ ಅಧಿಕಾರಿ, ತಾಲ್ಲೂಕು ಪಂಚಾಯಿತಿ ಅಧಿಕಾರಿಗಳು ಹಾಜರಿದ್ದರು. [444,271,577,363]
headline-road-safety-line2: ಮಾಸಾಚರಣೆ ಅಭಿಯಾನ [706,617,854,639]
